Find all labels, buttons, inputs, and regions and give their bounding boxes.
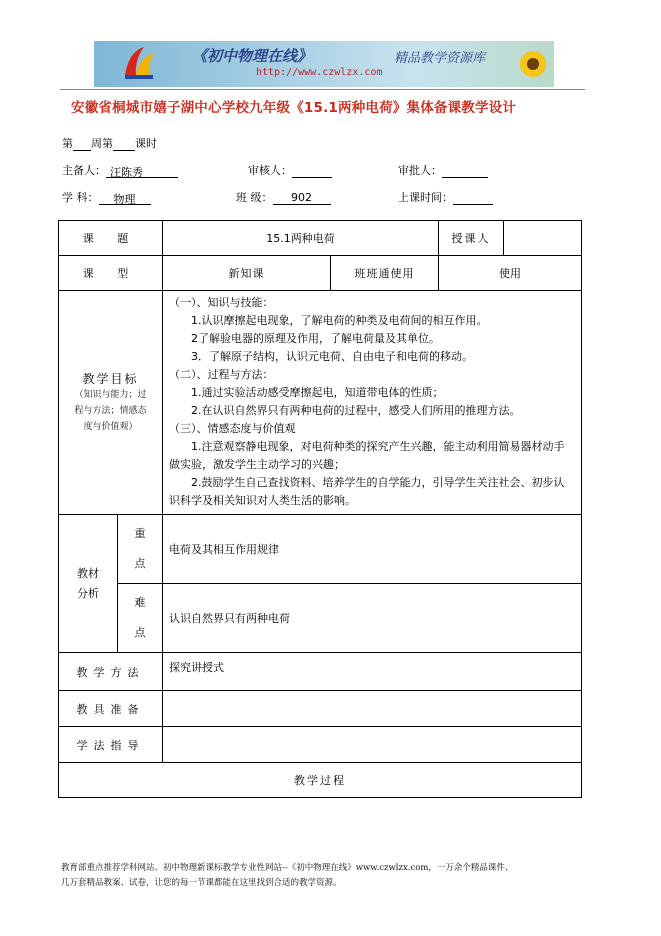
teacher-label: 授课人 <box>439 221 504 256</box>
goal-section-1-heading: （一）、知识与技能： <box>169 296 274 309</box>
goal-section-3-heading: （三）、情感态度与价值观 <box>169 422 296 435</box>
week-suffix: 课时 <box>135 137 157 150</box>
goals-row <box>59 291 582 515</box>
goals-sublabel-1: （知识与能力；过 <box>74 390 147 400</box>
tools-value <box>163 691 582 727</box>
goals-content <box>163 291 582 515</box>
teacher-value <box>504 221 582 256</box>
reviewer-field <box>248 162 332 178</box>
goals-label-cell <box>59 291 163 515</box>
goal-2-1: 1.通过实验活动感受摩擦起电，知道带电体的性质； <box>191 386 444 399</box>
key-label-2: 点 <box>134 557 146 570</box>
banner-title: 《初中物理在线》 <box>192 47 313 65</box>
analysis-label-1: 教材 <box>77 566 99 580</box>
sunflower-icon <box>518 49 548 79</box>
week-prefix: 第 <box>62 137 73 150</box>
site-banner <box>94 41 554 87</box>
analysis-label-2: 分析 <box>77 586 99 600</box>
document-title: 安徽省桐城市嬉子湖中心学校九年级《15.1两种电荷》集体备课教学设计 <box>71 100 517 116</box>
subject-value: 物理 <box>99 191 151 205</box>
host-value: 汪陈秀 <box>106 164 178 178</box>
period-blank <box>113 137 135 151</box>
goals-label: 教学目标 <box>82 372 139 386</box>
goal-1-2: 2了解验电器的原理及作用，了解电荷量及其单位。 <box>191 332 440 345</box>
method-row <box>59 653 582 691</box>
week-blank <box>73 137 91 151</box>
type-label: 课 型 <box>59 256 163 291</box>
reviewer-blank <box>292 164 332 178</box>
class-time-field <box>398 189 493 205</box>
topic-row <box>59 221 582 256</box>
goal-3-2: 2.鼓励学生自己查找资料、培养学生的自学能力，引导学生关注社会、初步认识科学及相关知识对人类生活的影响。 <box>169 476 565 507</box>
subject-label: 学 科： <box>62 191 99 204</box>
usage-label: 班班通使用 <box>331 256 439 291</box>
key-label-1: 重 <box>134 527 146 540</box>
approver-label: 审批人： <box>398 164 442 177</box>
key-point-label <box>118 515 163 584</box>
host-field <box>62 162 178 178</box>
subject-field <box>62 189 151 205</box>
approver-field <box>398 162 488 178</box>
topic-value: 15.1两种电荷 <box>163 221 439 256</box>
page-footer <box>61 861 601 891</box>
week-line <box>62 135 157 151</box>
usage-value: 使用 <box>439 256 582 291</box>
learning-value <box>163 727 582 763</box>
tools-row <box>59 691 582 727</box>
topic-label: 课 题 <box>59 221 163 256</box>
learning-label: 学法指导 <box>59 727 163 763</box>
lesson-plan-table <box>58 220 582 798</box>
footer-line-2: 几万套精品教案、试卷，让您的每一节课都能在这里找到合适的教学资源。 <box>61 878 342 888</box>
difficulty-value: 认识自然界只有两种电荷 <box>163 584 582 653</box>
type-row <box>59 256 582 291</box>
difficulty-row <box>59 584 582 653</box>
class-time-label: 上课时间： <box>398 191 453 204</box>
goal-1-1: 1.认识摩擦起电现象，了解电荷的种类及电荷间的相互作用。 <box>191 314 488 327</box>
method-value: 探究讲授式 <box>163 653 582 691</box>
class-value: 902 <box>273 191 331 205</box>
difficulty-label-2: 点 <box>134 626 146 639</box>
analysis-label <box>59 515 118 653</box>
class-time-blank <box>453 191 493 205</box>
difficulty-label-1: 难 <box>134 596 146 609</box>
learning-row <box>59 727 582 763</box>
tools-label: 教具准备 <box>59 691 163 727</box>
key-point-value: 电荷及其相互作用规律 <box>163 515 582 584</box>
process-row <box>59 763 582 798</box>
key-point-row <box>59 515 582 584</box>
class-label: 班 级： <box>236 191 273 204</box>
goal-1-3: 3．了解原子结构，认识元电荷、自由电子和电荷的移动。 <box>191 350 473 363</box>
site-logo-icon <box>122 45 156 81</box>
approver-blank <box>442 164 488 178</box>
footer-line-1: 教育部重点推荐学科网站、初中物理新课标教学专业性网站--《初中物理在线》www.czwlzx.com，一万余个精品课件、 <box>61 863 514 873</box>
goals-sublabel-2: 程与方法；情感态 <box>74 406 147 416</box>
difficulty-label <box>118 584 163 653</box>
goal-3-1: 1.注意观察静电现象，对电荷种类的探究产生兴趣，能主动利用简易器材动手做实验，激发学生主动学习的兴趣； <box>169 440 565 471</box>
class-field <box>236 189 331 205</box>
type-value: 新知课 <box>163 256 331 291</box>
process-label: 教学过程 <box>59 763 582 798</box>
host-label: 主备人： <box>62 164 106 177</box>
header-divider <box>60 89 585 90</box>
banner-url[interactable]: http://www.czwlzx.com <box>256 67 383 78</box>
goal-section-2-heading: （二）、过程与方法： <box>169 368 274 381</box>
method-label: 教学方法 <box>59 653 163 691</box>
goal-2-2: 2.在认识自然界只有两种电荷的过程中，感受人们所用的推理方法。 <box>191 404 521 417</box>
banner-subtitle: 精品教学资源库 <box>394 51 486 66</box>
reviewer-label: 审核人： <box>248 164 292 177</box>
goals-sublabel-3: 度与价值观） <box>83 422 138 432</box>
week-mid: 周第 <box>91 137 113 150</box>
